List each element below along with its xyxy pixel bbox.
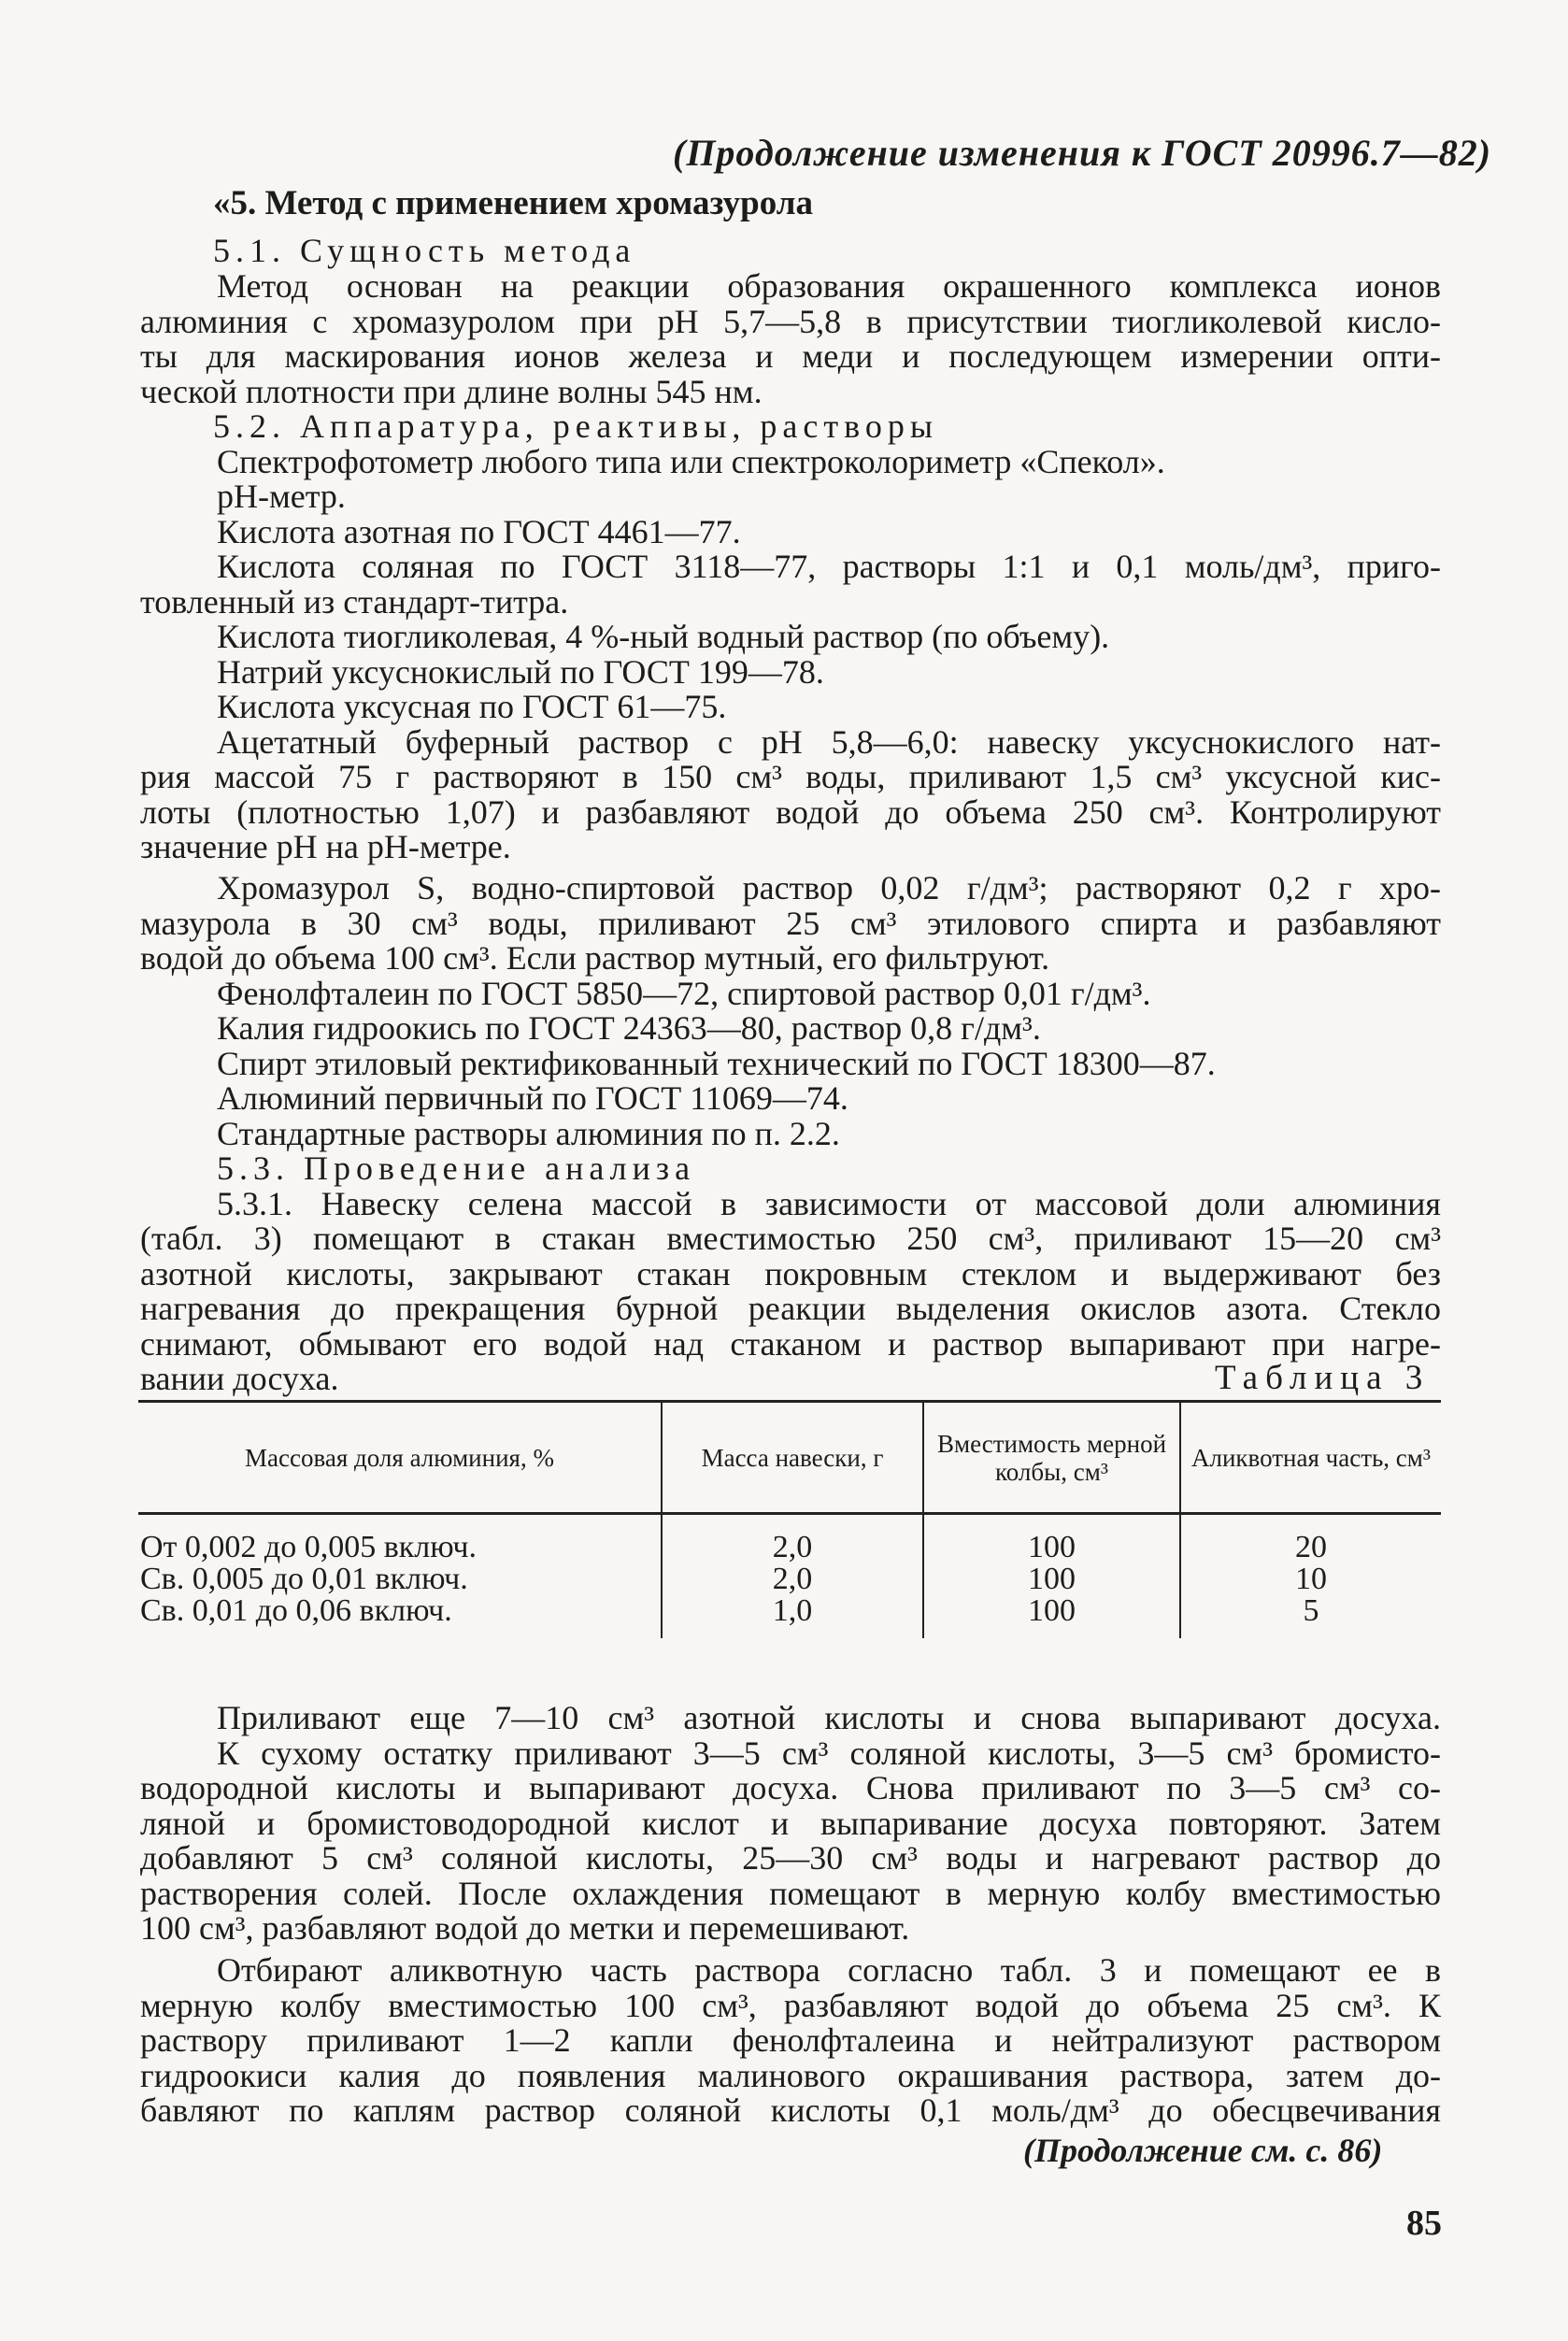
text-line: бавляют по каплям раствор соляной кислоты 0,1 моль/дм³ до обесцвечивания xyxy=(140,2091,1441,2129)
text-line: вании досуха. xyxy=(140,1360,339,1397)
text-line: Кислота соляная по ГОСТ 3118—77, растворы 1:1 и 0,1 моль/дм³, приго- xyxy=(217,548,1441,585)
text-line: мерную колбу вместимостью 100 см³, разбавляют водой до объема 25 см³. К xyxy=(140,1987,1441,2024)
table-cell: 100 xyxy=(923,1595,1180,1638)
column-header: Вместимость мерной колбы, см³ xyxy=(923,1402,1180,1514)
page-number: 85 xyxy=(1406,2204,1442,2243)
text-line: водой до объема 100 см³. Если раствор мутный, его фильтруют. xyxy=(140,939,1050,977)
text-line: водородной кислоты и выпаривают досуха. Снова приливают по 3—5 см³ со- xyxy=(140,1769,1441,1806)
section-title: «5. Метод с применением хромазурола xyxy=(213,184,813,222)
text-line: раствору приливают 1—2 капли фенолфталеина и нейтрализуют раствором xyxy=(140,2021,1441,2059)
text-line: Хромазурол S, водно-спиртовой раствор 0,02 г/дм³; растворяют 0,2 г хро- xyxy=(217,869,1441,906)
text-line: снимают, обмывают его водой над стаканом и раствор выпаривают при нагре- xyxy=(140,1325,1441,1363)
text-line: 5.3. Проведение анализа xyxy=(217,1149,696,1187)
text-line: ты для маскирования ионов железа и меди и последующем измерении опти- xyxy=(140,337,1441,375)
text-line: Отбирают аликвотную часть раствора согласно табл. 3 и помещают ее в xyxy=(217,1951,1441,1989)
table-header-row xyxy=(138,1402,1441,1514)
footer-continuation-note: (Продолжение см. с. 86) xyxy=(1023,2132,1383,2169)
table-cell: 5 xyxy=(1180,1595,1441,1638)
text-line: нагревания до прекращения бурной реакции выделения окислов азота. Стекло xyxy=(140,1290,1441,1327)
table-cell: 10 xyxy=(1180,1563,1441,1595)
text-line: Ацетатный буферный раствор с pH 5,8—6,0: навеску уксуснокислого нат- xyxy=(217,723,1441,761)
header-continuation-note: (Продолжение изменения к ГОСТ 20996.7—82) xyxy=(673,132,1492,174)
text-line: pH-метр. xyxy=(217,478,346,515)
text-line: алюминия с хромазуролом при pH 5,7—5,8 в присутствии тиогликолевой кисло- xyxy=(140,303,1441,340)
text-line: ческой плотности при длине волны 545 нм. xyxy=(140,373,763,410)
column-header: Масса навески, г xyxy=(662,1402,923,1514)
text-line: 100 см³, разбавляют водой до метки и перемешивают. xyxy=(140,1909,910,1947)
table-cell: 100 xyxy=(923,1532,1180,1563)
table-row xyxy=(138,1532,1441,1563)
text-line: Стандартные растворы алюминия по п. 2.2. xyxy=(217,1115,840,1152)
text-line: Метод основан на реакции образования окрашенного комплекса ионов xyxy=(217,267,1441,305)
text-line: добавляют 5 см³ соляной кислоты, 25—30 см³ воды и нагревают раствор до xyxy=(140,1839,1441,1877)
text-line: Спектрофотометр любого типа или спектроколориметр «Спекол». xyxy=(217,443,1165,480)
text-line: азотной кислоты, закрывают стакан покровным стеклом и выдерживают без xyxy=(140,1255,1441,1292)
text-line: рия массой 75 г растворяют в 150 см³ воды, приливают 1,5 см³ уксусной кис- xyxy=(140,758,1441,795)
table-cell: Св. 0,01 до 0,06 включ. xyxy=(140,1593,452,1628)
table-row xyxy=(138,1563,1441,1595)
table-cell: 20 xyxy=(1180,1532,1441,1563)
text-line: Натрий уксуснокислый по ГОСТ 199—78. xyxy=(217,653,824,691)
text-line: Фенолфталеин по ГОСТ 5850—72, спиртовой раствор 0,01 г/дм³. xyxy=(217,975,1151,1012)
text-line: Алюминий первичный по ГОСТ 11069—74. xyxy=(217,1079,848,1117)
text-line: Спирт этиловый ректификованный технический по ГОСТ 18300—87. xyxy=(217,1045,1216,1082)
column-header: Аликвотная часть, см³ xyxy=(1180,1402,1441,1514)
column-header: Массовая доля алюминия, % xyxy=(138,1402,662,1514)
table-cell: 2,0 xyxy=(662,1563,923,1595)
text-line: товленный из стандарт-титра. xyxy=(140,583,569,621)
table-cell: Св. 0,005 до 0,01 включ. xyxy=(140,1562,468,1596)
text-line: Кислота тиогликолевая, 4 %-ный водный раствор (по объему). xyxy=(217,618,1110,655)
text-line: лоты (плотностью 1,07) и разбавляют водой до объема 250 см³. Контролируют xyxy=(140,793,1441,831)
table-row xyxy=(138,1595,1441,1638)
text-line: К сухому остатку приливают 3—5 см³ соляной кислоты, 3—5 см³ бромисто- xyxy=(217,1734,1441,1772)
table-cell: 100 xyxy=(923,1563,1180,1595)
text-line: 5.2. Аппаратура, реактивы, растворы xyxy=(213,407,939,445)
text-line: Калия гидроокись по ГОСТ 24363—80, раствор 0,8 г/дм³. xyxy=(217,1009,1041,1047)
table-cell: От 0,002 до 0,005 включ. xyxy=(140,1530,477,1564)
table-cell: 1,0 xyxy=(662,1595,923,1638)
text-line: мазурола в 30 см³ воды, приливают 25 см³ этилового спирта и разбавляют xyxy=(140,905,1441,942)
text-line: 5.1. Сущность метода xyxy=(213,232,636,269)
data-table xyxy=(138,1400,1441,1638)
text-line: Кислота уксусная по ГОСТ 61—75. xyxy=(217,688,727,725)
text-line: (табл. 3) помещают в стакан вместимостью 250 см³, приливают 15—20 см³ xyxy=(140,1220,1441,1257)
text-line: значение pH на pH-метре. xyxy=(140,828,511,865)
text-line: Кислота азотная по ГОСТ 4461—77. xyxy=(217,513,741,550)
text-line: Приливают еще 7—10 см³ азотной кислоты и снова выпаривают досуха. xyxy=(217,1699,1441,1736)
text-line: ляной и бромистоводородной кислот и выпаривание досуха повторяют. Затем xyxy=(140,1805,1441,1842)
table-cell: 2,0 xyxy=(662,1532,923,1563)
table-caption: Таблица 3 xyxy=(1215,1359,1431,1397)
text-line: растворения солей. После охлаждения помещают в мерную колбу вместимостью xyxy=(140,1875,1441,1912)
text-line: 5.3.1. Навеску селена массой в зависимости от массовой доли алюминия xyxy=(217,1185,1441,1222)
text-line: гидроокиси калия до появления малинового окрашивания раствора, затем до- xyxy=(140,2057,1441,2094)
